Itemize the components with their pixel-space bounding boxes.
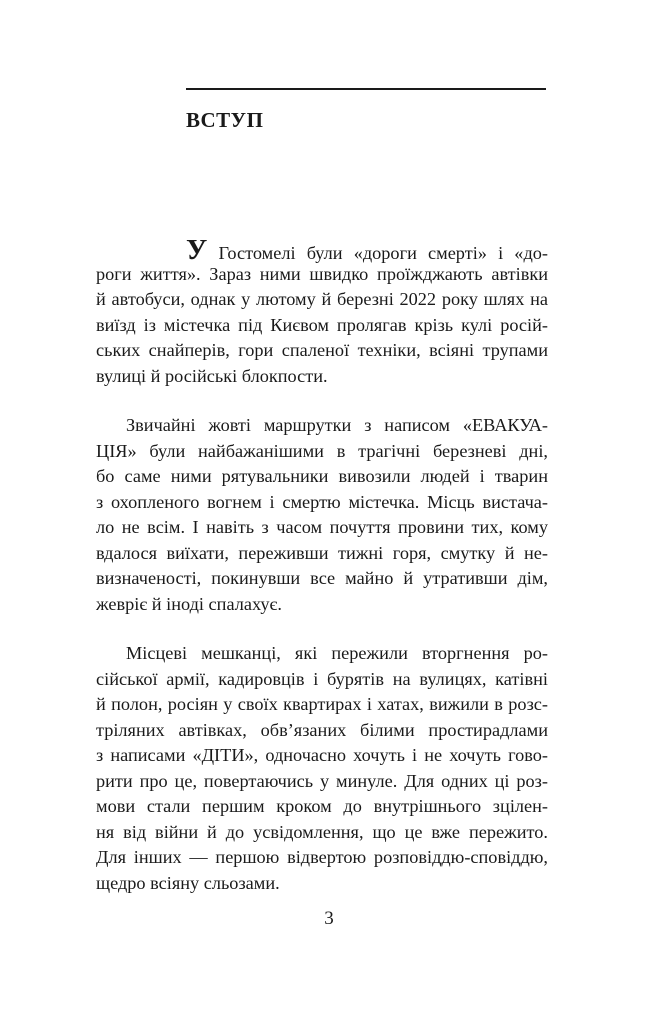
paragraph-line: ЦІЯ» були найбажанішими в трагічні березневі дні, [96,440,548,461]
paragraph-line: рити про це, повертаючись у минуле. Для одних ці роз- [96,770,548,791]
paragraph-line: роги життя». Зараз ними швидко проїжджають автівки [96,263,548,284]
paragraph-line: ня від війни й до усвідомлення, що це вже пережито. [96,821,548,842]
paragraph-line: У Гостомелі були «дороги смерті» і «до- [186,234,548,266]
paragraph-line: бо саме ними рятувальники вивозили людей і тварин [96,466,548,486]
paragraph-line: виїзд із містечка під Києвом пролягав крізь кулі росій- [96,314,548,335]
paragraph-line: й полон, росіян у своїх квартирах і хатах, вижили в розс- [96,694,548,714]
drop-cap: У [186,234,208,266]
paragraph-2 [96,413,548,617]
paragraph-line: щедро всіяну сльозами. [96,872,280,893]
chapter-title: ВСТУП [186,108,264,132]
paragraph-line: визначеності, покинувши все майно й утративши дім, [96,568,548,588]
paragraph-line: Звичайні жовті маршрутки з написом «ЕВАКУА- [126,415,548,435]
paragraph-line: вдалося виїхати, переживши тижні горя, смутку й не- [96,542,548,563]
paragraph-line: Для інших — першою відвертою розповіддю-сповіддю, [96,847,548,867]
chapter-rule [186,88,546,90]
paragraph-line: жевріє й іноді спалахує. [96,593,282,614]
paragraph-line: з написами «ДІТИ», одночасно хочуть і не хочуть гово- [96,745,548,765]
paragraph-line: з охопленого вогнем і смертю містечка. Місць вистача- [96,491,548,512]
paragraph-line: ських снайперів, гори спаленої техніки, всіяні трупами [96,340,548,360]
paragraph-line: сійської армії, кадировців і бурятів на вулицях, катівні [96,668,548,689]
paragraph-line: Місцеві мешканці, які пережили вторгнення ро- [126,643,548,663]
paragraph-line: й автобуси, однак у лютому й березні 2022 року шлях на [96,289,548,309]
paragraph-1 [96,236,548,389]
paragraph-3 [96,641,548,896]
paragraph-line: вулиці й російські блокпости. [96,365,328,386]
paragraph-line: мови стали першим кроком до внутрішнього зцілен- [96,796,548,816]
paragraph-line: ло не всім. І навіть з часом почуття провини тих, кому [96,517,548,537]
page-number: 3 [324,908,334,929]
paragraph-line: тріляних автівках, обв’язаних білими простирадлами [96,719,548,740]
